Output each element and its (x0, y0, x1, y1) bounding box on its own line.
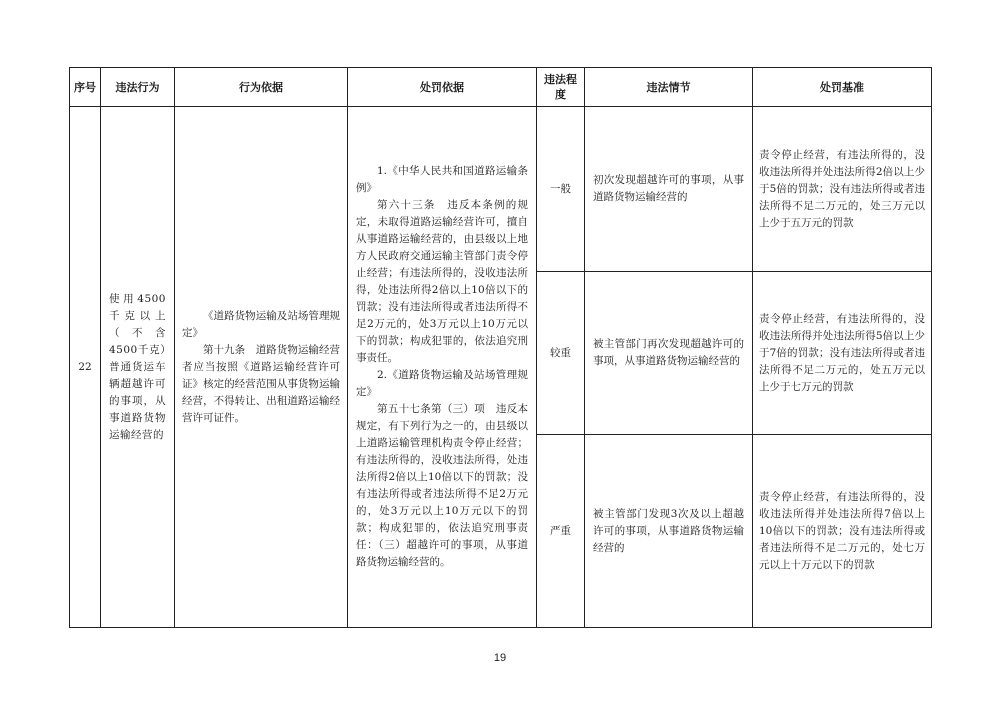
standard-serious: 责令停止经营，有违法所得的，没收违法所得并处违法所得5倍以上少于7倍的罚款；没有违法所得或者违法所得不足二万元的，处五万元以上少于七万元的罚款 (753, 272, 932, 435)
penalty-article-1: 第六十三条 违反本条例的规定，未取得道路运输经营许可，擅自从事道路运输经营的，由县级以上地方人民政府交通运输主管部门责令停止经营；有违法所得的，没收违法所得，处违法所得2倍以上10倍以下的罚款；没有违法所得或者违法所得不足2万元的，处3万元以上10万元以下的罚款；构成犯罪的，依法追究刑事责任。 (356, 199, 528, 364)
standard-severe: 责令停止经营，有违法所得的，没收违法所得并处违法所得7倍以上10倍以下的罚款；没有违法所得或者违法所得不足二万元的，处七万元以上十万元以下的罚款 (753, 435, 932, 628)
violation-cell: 使用4500千克以上（不含4500千克）普通货运车辆超越许可的事项，从事道路货物运输经营的 (101, 107, 175, 628)
basis-cell (175, 107, 348, 628)
header-row (70, 68, 932, 107)
table-row (70, 107, 932, 272)
row-number: 22 (70, 107, 101, 628)
level-serious: 较重 (537, 272, 585, 435)
header-level: 违法程度 (537, 68, 585, 107)
penalty-source-2: 2.《道路货物运输及站场管理规定》 (356, 369, 528, 398)
penalty-basis-cell (348, 107, 537, 628)
basis-source: 《道路货物运输及站场管理规定》 (182, 309, 340, 339)
header-no: 序号 (70, 68, 101, 107)
circumstance-general: 初次发现超越许可的事项，从事道路货物运输经营的 (585, 107, 753, 272)
header-penalty-basis: 处罚依据 (348, 68, 537, 107)
header-standard: 处罚基准 (753, 68, 932, 107)
penalty-article-2: 第五十七条第（三）项 违反本规定，有下列行为之一的，由县级以上道路运输管理机构责令停止经营；有违法所得的，没收违法所得，处违法所得2倍以上10倍以下的罚款；没有违法所得或者违法所得不足2万元的，处3万元以上10万元以下的罚款；构成犯罪的，依法追究刑事责任：（三）超越许可的事项，从事道路货物运输经营的。 (356, 403, 528, 568)
header-violation: 违法行为 (101, 68, 175, 107)
standard-general: 责令停止经营，有违法所得的，没收违法所得并处违法所得2倍以上少于5倍的罚款；没有违法所得或者违法所得不足二万元的，处三万元以上少于五万元的罚款 (753, 107, 932, 272)
header-circumstance: 违法情节 (585, 68, 753, 107)
circumstance-severe: 被主管部门发现3次及以上超越许可的事项，从事道路货物运输经营的 (585, 435, 753, 628)
penalty-standard-table (69, 67, 932, 628)
page-number: 19 (493, 652, 507, 664)
circumstance-serious: 被主管部门再次发现超越许可的事项，从事道路货物运输经营的 (585, 272, 753, 435)
level-general: 一般 (537, 107, 585, 272)
basis-article: 第十九条 道路货物运输经营者应当按照《道路运输经营许可证》核定的经营范围从事货物运输经营，不得转让、出租道路运输经营许可证件。 (182, 343, 340, 424)
header-basis: 行为依据 (175, 68, 348, 107)
level-severe: 严重 (537, 435, 585, 628)
penalty-source-1: 1.《中华人民共和国道路运输条例》 (356, 165, 528, 194)
